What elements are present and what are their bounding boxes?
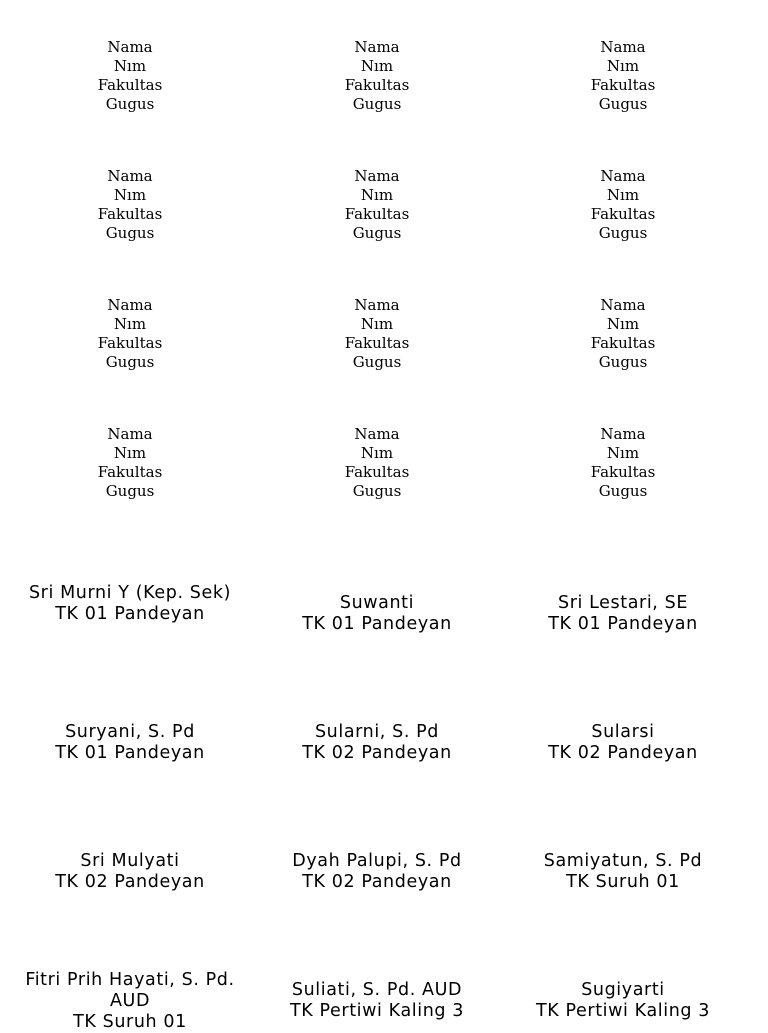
- nim-field-label: Nım: [360, 315, 394, 333]
- teacher-label: [20, 851, 240, 893]
- teacher-name: Suliati, S. Pd. AUD: [291, 980, 463, 1000]
- teacher-label: [513, 593, 733, 635]
- teacher-label: [267, 722, 487, 764]
- nama-field-label: Nama: [600, 38, 646, 56]
- gugus-field-label: Gugus: [105, 224, 155, 242]
- gugus-field-label: Gugus: [352, 353, 402, 371]
- fakultas-field-label: Fakultas: [590, 463, 656, 481]
- nim-field-label: Nım: [606, 57, 640, 75]
- nama-field-label: Nama: [600, 425, 646, 443]
- gugus-field-label: Gugus: [105, 353, 155, 371]
- template-label: [267, 296, 487, 372]
- nim-field-label: Nım: [606, 315, 640, 333]
- teacher-name: Sularsi: [591, 722, 655, 742]
- fakultas-field-label: Fakultas: [97, 205, 163, 223]
- nama-field-label: Nama: [107, 296, 153, 314]
- teacher-name: Dyah Palupi, S. Pd: [292, 851, 462, 871]
- fakultas-field-label: Fakultas: [344, 334, 410, 352]
- teacher-label: [267, 980, 487, 1022]
- fakultas-field-label: Fakultas: [97, 463, 163, 481]
- school-name: TK Suruh 01: [566, 872, 680, 892]
- nama-field-label: Nama: [107, 425, 153, 443]
- gugus-field-label: Gugus: [598, 482, 648, 500]
- template-label: [513, 425, 733, 501]
- teacher-name: Sularni, S. Pd: [314, 722, 440, 742]
- gugus-field-label: Gugus: [598, 95, 648, 113]
- fakultas-field-label: Fakultas: [344, 76, 410, 94]
- fakultas-field-label: Fakultas: [97, 334, 163, 352]
- school-name: TK 02 Pandeyan: [302, 743, 452, 763]
- teacher-label: [267, 851, 487, 893]
- template-label: [20, 425, 240, 501]
- teacher-label: [513, 722, 733, 764]
- gugus-field-label: Gugus: [352, 224, 402, 242]
- school-name: TK 02 Pandeyan: [548, 743, 698, 763]
- nama-field-label: Nama: [600, 167, 646, 185]
- teacher-name: Sri Mulyati: [80, 851, 180, 871]
- teacher-label: [20, 583, 240, 625]
- template-label: [513, 167, 733, 243]
- gugus-field-label: Gugus: [598, 224, 648, 242]
- school-name: TK 01 Pandeyan: [55, 743, 205, 763]
- teacher-name: Suwanti: [339, 593, 415, 613]
- nama-field-label: Nama: [600, 296, 646, 314]
- school-name: TK 01 Pandeyan: [302, 614, 452, 634]
- template-label: [267, 425, 487, 501]
- nama-field-label: Nama: [107, 167, 153, 185]
- teacher-label: [513, 980, 733, 1022]
- school-name: TK 02 Pandeyan: [55, 872, 205, 892]
- gugus-field-label: Gugus: [352, 95, 402, 113]
- template-label: [267, 167, 487, 243]
- gugus-field-label: Gugus: [352, 482, 402, 500]
- fakultas-field-label: Fakultas: [97, 76, 163, 94]
- nim-field-label: Nım: [113, 315, 147, 333]
- template-label: [20, 296, 240, 372]
- gugus-field-label: Gugus: [105, 95, 155, 113]
- fakultas-field-label: Fakultas: [590, 334, 656, 352]
- nim-field-label: Nım: [113, 57, 147, 75]
- teacher-name: Samiyatun, S. Pd: [543, 851, 703, 871]
- template-label: [267, 38, 487, 114]
- nim-field-label: Nım: [360, 186, 394, 204]
- school-name: TK Pertiwi Kaling 3: [536, 1001, 710, 1021]
- teacher-label: [267, 593, 487, 635]
- nim-field-label: Nım: [113, 186, 147, 204]
- template-label: [513, 38, 733, 114]
- school-name: TK 01 Pandeyan: [548, 614, 698, 634]
- nim-field-label: Nım: [113, 444, 147, 462]
- teacher-name: Sri Murni Y (Kep. Sek): [28, 583, 232, 603]
- school-name: TK 02 Pandeyan: [302, 872, 452, 892]
- nim-field-label: Nım: [606, 186, 640, 204]
- teacher-name: Suryani, S. Pd: [65, 722, 195, 742]
- template-label: [20, 38, 240, 114]
- fakultas-field-label: Fakultas: [344, 463, 410, 481]
- nama-field-label: Nama: [354, 38, 400, 56]
- fakultas-field-label: Fakultas: [590, 205, 656, 223]
- fakultas-field-label: Fakultas: [590, 76, 656, 94]
- nim-field-label: Nım: [360, 57, 394, 75]
- gugus-field-label: Gugus: [598, 353, 648, 371]
- nim-field-label: Nım: [606, 444, 640, 462]
- template-label: [513, 296, 733, 372]
- school-name: TK Suruh 01: [73, 1012, 187, 1032]
- teacher-label: [513, 851, 733, 893]
- gugus-field-label: Gugus: [105, 482, 155, 500]
- teacher-label: [20, 722, 240, 764]
- teacher-name: Sri Lestari, SE: [558, 593, 688, 613]
- template-label: [20, 167, 240, 243]
- teacher-name: Sugiyarti: [581, 980, 665, 1000]
- nim-field-label: Nım: [360, 444, 394, 462]
- nama-field-label: Nama: [354, 296, 400, 314]
- nama-field-label: Nama: [354, 425, 400, 443]
- school-name: TK 01 Pandeyan: [55, 604, 205, 624]
- nama-field-label: Nama: [107, 38, 153, 56]
- nama-field-label: Nama: [354, 167, 400, 185]
- fakultas-field-label: Fakultas: [344, 205, 410, 223]
- teacher-name: Fitri Prih Hayati, S. Pd. AUD: [25, 970, 235, 1011]
- school-name: TK Pertiwi Kaling 3: [290, 1001, 464, 1021]
